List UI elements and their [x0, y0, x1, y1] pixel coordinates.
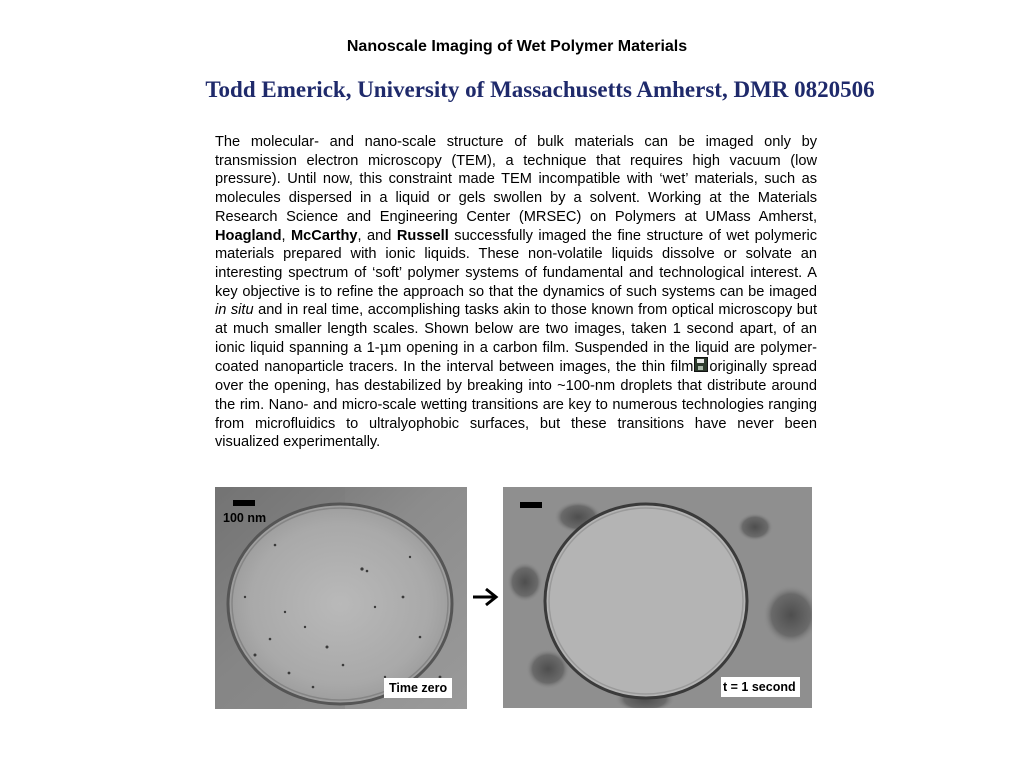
body-sep-1: , — [281, 227, 292, 244]
body-text-2: successfully imaged the fine structure of wet polymeric materials prepared with ionic liquids. These non-volatile liquids dissolve or solvate an interesting spectrum of ‘soft’ polymer systems of fundamental and technological interest. A key objective is to refine the approach so that the dynamics of such systems can be imaged — [215, 227, 818, 300]
body-mu: μ — [379, 338, 390, 356]
body-paragraph — [215, 133, 817, 452]
body-sep-2: , and — [357, 227, 397, 244]
body-text-3: and in real time, accomplishing tasks akin to those known from optical microscopy but at much smaller length scales. Shown below are two images, taken 1 second apart, of an ionic liquid spanning a 1- — [215, 302, 818, 356]
author-name-russell: Russell — [396, 227, 449, 244]
tem-image-time-zero — [215, 487, 467, 709]
caption-time-zero: Time zero — [384, 678, 452, 698]
scale-bar — [233, 500, 255, 506]
page-title: Nanoscale Imaging of Wet Polymer Materials — [346, 38, 688, 55]
body-text-1: The molecular- and nano-scale structure of bulk materials can be imaged only by transmission electron microscopy (TEM), a technique that requires high vacuum (low pressure). Until now, this constraint made TEM incompatible with ‘wet’ materials, such as molecules dispersed in a liquid or gels swollen by a solvent. Working at the Materials Research Science and Engineering Center (MRSEC) on Polymers at UMass Amherst, — [215, 134, 817, 225]
caption-one-second: t = 1 second — [721, 677, 800, 697]
body-in-situ: in situ — [215, 302, 254, 319]
author-name-hoagland: Hoagland — [215, 227, 282, 244]
body-text-5: originally spread over the opening, has destabilized by breaking into ~100-nm droplets that distribute around the rim. Nano- and micro-scale wetting transitions are key to numerous technologies ranging from microfluidics to ultralyophobic surfaces, but these transitions have never been visualized experimentally. — [215, 359, 817, 451]
author-name-mccarthy: McCarthy — [291, 227, 358, 244]
body-text-4: m opening in a carbon film. Suspended in the liquid are polymer-coated nanoparticle tracers. In the interval between images, the thin film — [215, 339, 817, 376]
scale-bar-label: 100 nm — [223, 511, 267, 525]
tem-image-one-second — [503, 487, 812, 708]
scale-bar — [520, 502, 542, 508]
floppy-disk-icon[interactable] — [694, 357, 708, 372]
arrow-right-icon — [471, 586, 501, 608]
author-subtitle: Todd Emerick, University of Massachusetts Amherst, DMR 0820506 — [205, 77, 875, 102]
